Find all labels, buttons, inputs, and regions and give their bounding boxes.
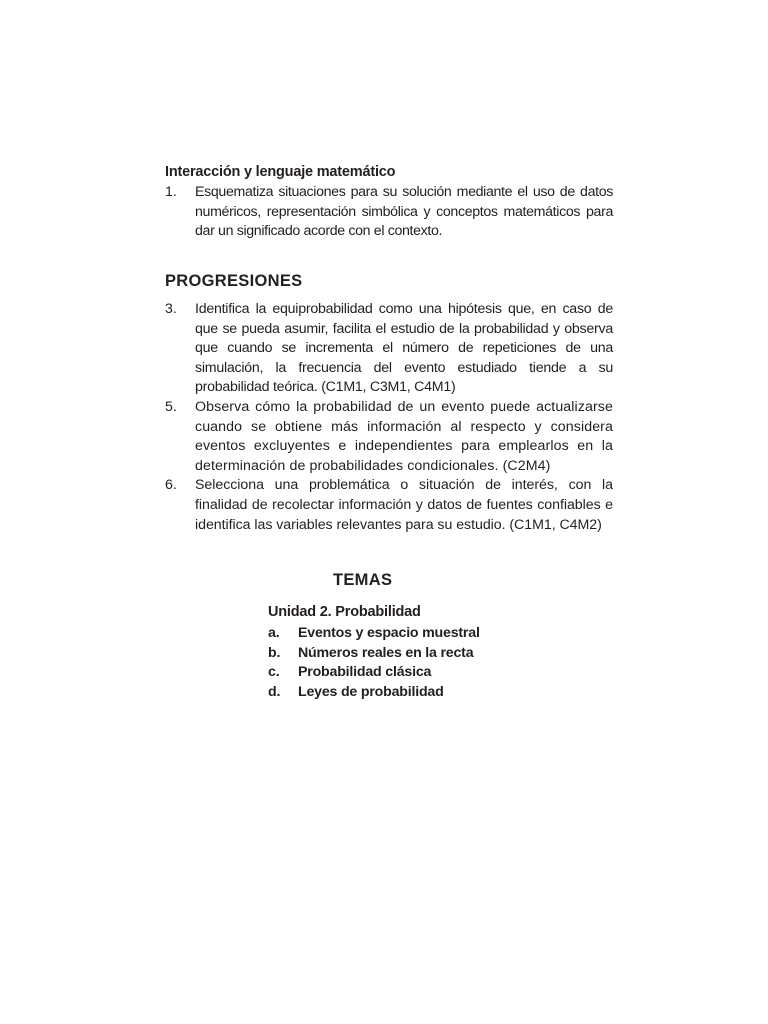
item-text: Leyes de probabilidad	[298, 683, 444, 700]
list-item	[165, 476, 613, 535]
item-number: 5.	[165, 398, 177, 415]
interaction-list	[165, 183, 613, 242]
item-text: Selecciona una problemática o situación de interés, con la finalidad de recolectar información y datos de fuentes confiables e identifica las variables relevantes para su estudio. (C1M1, C4M2)	[195, 477, 613, 533]
list-item	[268, 663, 528, 683]
item-text: Esquematiza situaciones para su solución mediante el uso de datos numéricos, representación simbólica y conceptos matemáticos para dar un significado acorde con el contexto.	[195, 184, 613, 240]
list-item	[268, 644, 528, 664]
item-number: 6.	[165, 477, 177, 494]
item-number: 1.	[165, 184, 177, 200]
temas-heading: TEMAS	[333, 571, 393, 589]
list-item	[165, 398, 613, 476]
progresiones-heading: PROGRESIONES	[165, 272, 303, 290]
interaction-section-title: Interacción y lenguaje matemático	[165, 164, 396, 180]
item-letter: d.	[268, 683, 281, 700]
item-letter: a.	[268, 625, 280, 641]
progresiones-list	[165, 300, 613, 535]
item-letter: b.	[268, 644, 281, 661]
item-text: Identifica la equiprobabilidad como una hipótesis que, en caso de que se pueda asumir, facilita el estudio de la probabilidad y observa que cuando se incrementa el número de repeticiones de una simulación, la frecuencia del evento estudiado tiende a su probabilidad teórica. (C1M1, C3M1, C4M1)	[195, 301, 613, 396]
item-text: Observa cómo la probabilidad de un evento puede actualizarse cuando se obtiene más información al respecto y considera eventos excluyentes e independientes para emplearlos en la determinación de probabilidades condicionales. (C2M4)	[195, 398, 613, 474]
item-letter: c.	[268, 664, 280, 681]
list-item	[268, 683, 528, 703]
item-number: 3.	[165, 301, 177, 317]
unit-title: Unidad 2. Probabilidad	[268, 604, 421, 620]
temas-list	[268, 624, 528, 702]
item-text: Probabilidad clásica	[298, 664, 432, 681]
list-item	[268, 624, 528, 644]
list-item	[165, 183, 613, 242]
item-text: Eventos y espacio muestral	[298, 625, 480, 641]
item-text: Números reales en la recta	[298, 644, 474, 661]
list-item	[165, 300, 613, 398]
